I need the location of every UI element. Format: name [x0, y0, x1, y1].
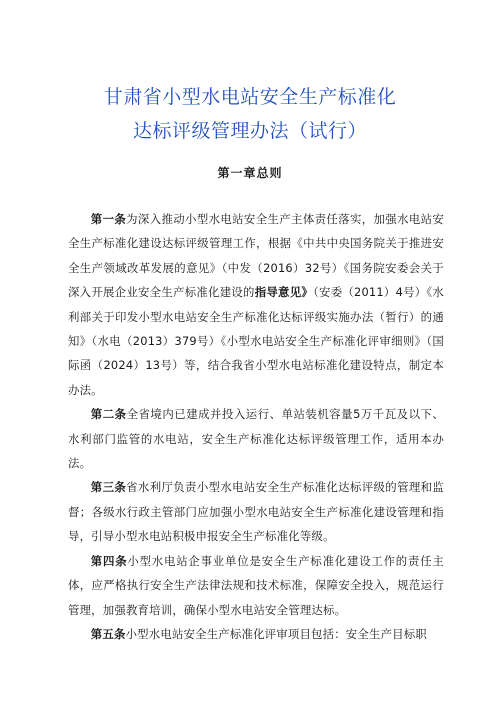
article-3 — [68, 475, 444, 548]
chapter-heading: 第一章总则 — [217, 166, 283, 180]
article-1-text-bold: 指导意见》 — [254, 285, 314, 300]
article-2 — [68, 402, 444, 475]
article-1-text-b: （安委（2011）4号）《水利部关于印发小型水电站安全生产标准化达标评级实施办法（暂行）的通知》（水电（2013）379号）《小型水电站安全生产标准化评审细则》（国际函（2024）13号）等，结合我省小型水电站标准化建设特点，制定本办法。 — [68, 285, 444, 397]
article-1-text-a: 为深入推动小型水电站安全生产主体责任落实，加强水电站安全生产标准化建设达标评级管理工作，根据《中共中央国务院关于推进安全生产领域改革发展的意见》（中发（2016）32号）《国务院安委会关于深入开展企业安全生产标准化建设的 — [68, 212, 444, 300]
article-3-lead: 第三条 — [90, 480, 127, 495]
article-5 — [68, 622, 444, 646]
article-4-lead: 第四条 — [90, 553, 128, 568]
document-title-line-2: 达标评级管理办法（试行） — [132, 120, 367, 142]
article-2-text: 全省境内已建成并投入运行、单站装机容量5万千瓦及以下、水利部门监管的水电站，安全生产标准化达标评级管理工作，适用本办法。 — [68, 407, 444, 471]
article-4-text: 小型水电站企事业单位是安全生产标准化建设工作的责任主体，应严格执行安全生产法律法规和技术标准，保障安全投入，规范运行管理，加强教育培训，确保小型水电站安全管理达标。 — [68, 553, 444, 617]
article-1-lead: 第一条 — [90, 212, 127, 226]
article-1 — [68, 207, 444, 402]
article-5-lead: 第五条 — [90, 626, 126, 641]
document-title-line-1: 甘肃省小型水电站安全生产标准化 — [103, 86, 397, 108]
article-4 — [68, 549, 444, 622]
article-2-lead: 第二条 — [90, 407, 127, 422]
article-5-text: 小型水电站安全生产标准化评审项目包括：安全生产目标职 — [125, 626, 427, 641]
document-body — [68, 207, 444, 646]
article-3-text: 省水利厅负责小型水电站安全生产标准化达标评级的管理和监督；各级水行政主管部门应加强小型水电站安全生产标准化建设管理和指导，引导小型水电站积极申报安全生产标准化等级。 — [68, 480, 444, 544]
